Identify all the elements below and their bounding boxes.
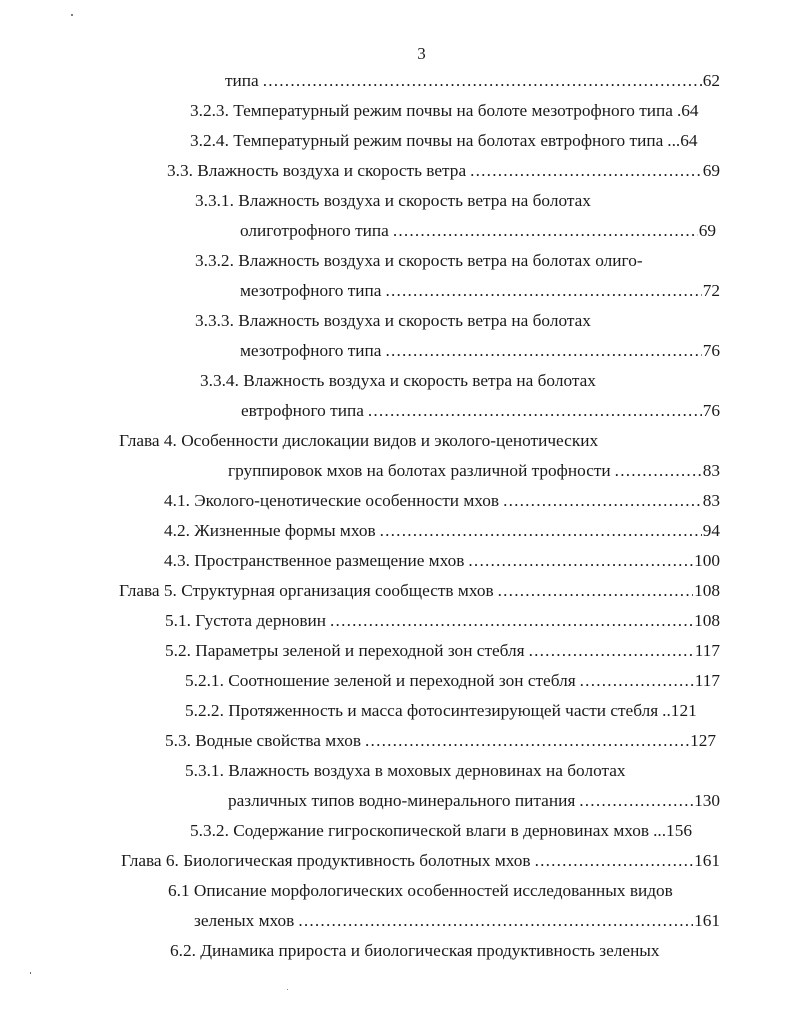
toc-entry [240,340,720,362]
dot-leader [503,490,702,512]
toc-page-ref: 69 [702,161,720,180]
toc-entry-text: 3.3.1. Влажность воздуха и скорость ветра на болотах [195,191,591,210]
toc-entry-text: 3.3. Влажность воздуха и скорость ветра [167,161,467,180]
toc-entry [190,820,692,842]
toc-page-ref: ...156 [653,821,692,840]
toc-entry [164,550,720,572]
toc-entry [195,310,591,332]
toc-entry-text: 5.3.1. Влажность воздуха в моховых дерновинах на болотах [185,761,626,780]
toc-page-ref: 76 [702,341,720,360]
dot-leader [468,550,693,572]
dot-leader [380,520,702,542]
toc-entry-text: 5.1. Густота дерновин [165,611,327,630]
toc-entry-text: 5.2.2. Протяженность и масса фотосинтезирующей части стебля [185,701,659,720]
toc-page-ref: 161 [694,911,720,930]
dot-leader [580,670,694,692]
dot-leader [535,850,694,872]
toc-page-ref: 161 [694,851,720,870]
toc-entry [194,910,720,932]
toc-page-ref: 108 [694,611,720,630]
toc-entry [185,760,626,782]
toc-page-ref: 127 [690,731,716,750]
toc-page-ref: 117 [694,671,720,690]
toc-entry-text: зеленых мхов [194,911,295,930]
toc-entry [170,940,660,962]
toc-entry [185,670,720,692]
toc-entry-text: Глава 5. Структурная организация сообществ мхов [119,581,494,600]
toc-entry-text: 6.1 Описание морфологических особенностей исследованных видов [168,881,673,900]
toc-entry [164,520,720,542]
toc-entry [195,250,643,272]
toc-entry [190,130,698,152]
dot-leader [385,280,701,302]
toc-entry [121,850,720,872]
toc-entry [241,400,720,422]
toc-page-ref: 83 [702,461,720,480]
toc-entry-text: 4.3. Пространственное размещение мхов [164,551,465,570]
scan-speck [287,989,288,990]
scan-speck [71,14,73,16]
toc-entry-text: 3.3.2. Влажность воздуха и скорость ветра на болотах олиго- [195,251,643,270]
toc-entry-text: 5.2.1. Соотношение зеленой и переходной зон стебля [185,671,576,690]
dot-leader [365,730,689,752]
toc-page-ref: 72 [702,281,720,300]
toc-page-ref: 108 [694,581,720,600]
toc-page-ref: ..121 [662,701,697,720]
toc-entry-text: 3.2.3. Температурный режим почвы на болоте мезотрофного типа [190,101,673,120]
toc-entry [240,280,720,302]
toc-entry [119,430,598,452]
scan-speck [30,972,31,974]
toc-entry-text: 3.3.4. Влажность воздуха и скорость ветра на болотах [200,371,596,390]
dot-leader [579,790,693,812]
toc-entry-text: группировок мхов на болотах различной трофности [228,461,611,480]
toc-entry [190,100,699,122]
toc-entry [167,160,720,182]
toc-entry [164,490,720,512]
toc-entry [240,220,716,242]
dot-leader [498,580,693,602]
toc-page-ref: 76 [702,401,720,420]
toc-entry-text: олиготрофного типа [240,221,389,240]
dot-leader [263,70,702,92]
toc-page-ref: ...64 [667,131,698,150]
dot-leader [368,400,702,422]
toc-entry [200,370,596,392]
toc-entry [165,640,720,662]
toc-entry-text: типа [225,71,259,90]
toc-entry-text: 5.3. Водные свойства мхов [165,731,362,750]
page-number: 3 [417,44,426,63]
toc-entry [195,190,591,212]
toc-page-ref: 130 [694,791,720,810]
dot-leader [393,220,698,242]
dot-leader [385,340,701,362]
toc-entry-text: евтрофного типа [241,401,364,420]
toc-entry [165,610,720,632]
dot-leader [298,910,693,932]
toc-entry-text: Глава 4. Особенности дислокации видов и эколого-ценотических [119,431,599,450]
toc-entry-text: 3.3.3. Влажность воздуха и скорость ветра на болотах [195,311,591,330]
toc-entry-text: мезотрофного типа [240,281,382,300]
toc-entry-text: различных типов водно-минерального питания [228,791,576,810]
toc-entry-text: 5.2. Параметры зеленой и переходной зон стебля [165,641,525,660]
toc-entry-text: 4.2. Жизненные формы мхов [164,521,376,540]
toc-entry [185,700,697,722]
toc-entry-text: 6.2. Динамика прироста и биологическая продуктивность зеленых [170,941,660,960]
toc-page-ref: .64 [676,101,699,120]
toc-page-ref: 83 [702,491,720,510]
toc-page-ref: 62 [702,71,720,90]
toc-page-ref: 100 [694,551,720,570]
toc-page-ref: 94 [702,521,720,540]
toc-entry-text: 4.1. Эколого-ценотические особенности мхов [164,491,500,510]
toc-entry [228,460,720,482]
toc-entry [119,580,720,602]
dot-leader [330,610,693,632]
toc-entry [168,880,673,902]
toc-entry-text: 5.3.2. Содержание гигроскопической влаги в дерновинах мхов [190,821,650,840]
toc-entry [165,730,716,752]
toc-entry [225,70,720,92]
toc-entry-text: 3.2.4. Температурный режим почвы на болотах евтрофного типа [190,131,664,150]
dot-leader [470,160,702,182]
toc-entry [228,790,720,812]
dot-leader [615,460,702,482]
toc-entry-text: Глава 6. Биологическая продуктивность болотных мхов [121,851,531,870]
toc-page-ref: 69 [698,221,716,240]
dot-leader [529,640,694,662]
toc-page-ref: 117 [694,641,720,660]
toc-entry-text: мезотрофного типа [240,341,382,360]
